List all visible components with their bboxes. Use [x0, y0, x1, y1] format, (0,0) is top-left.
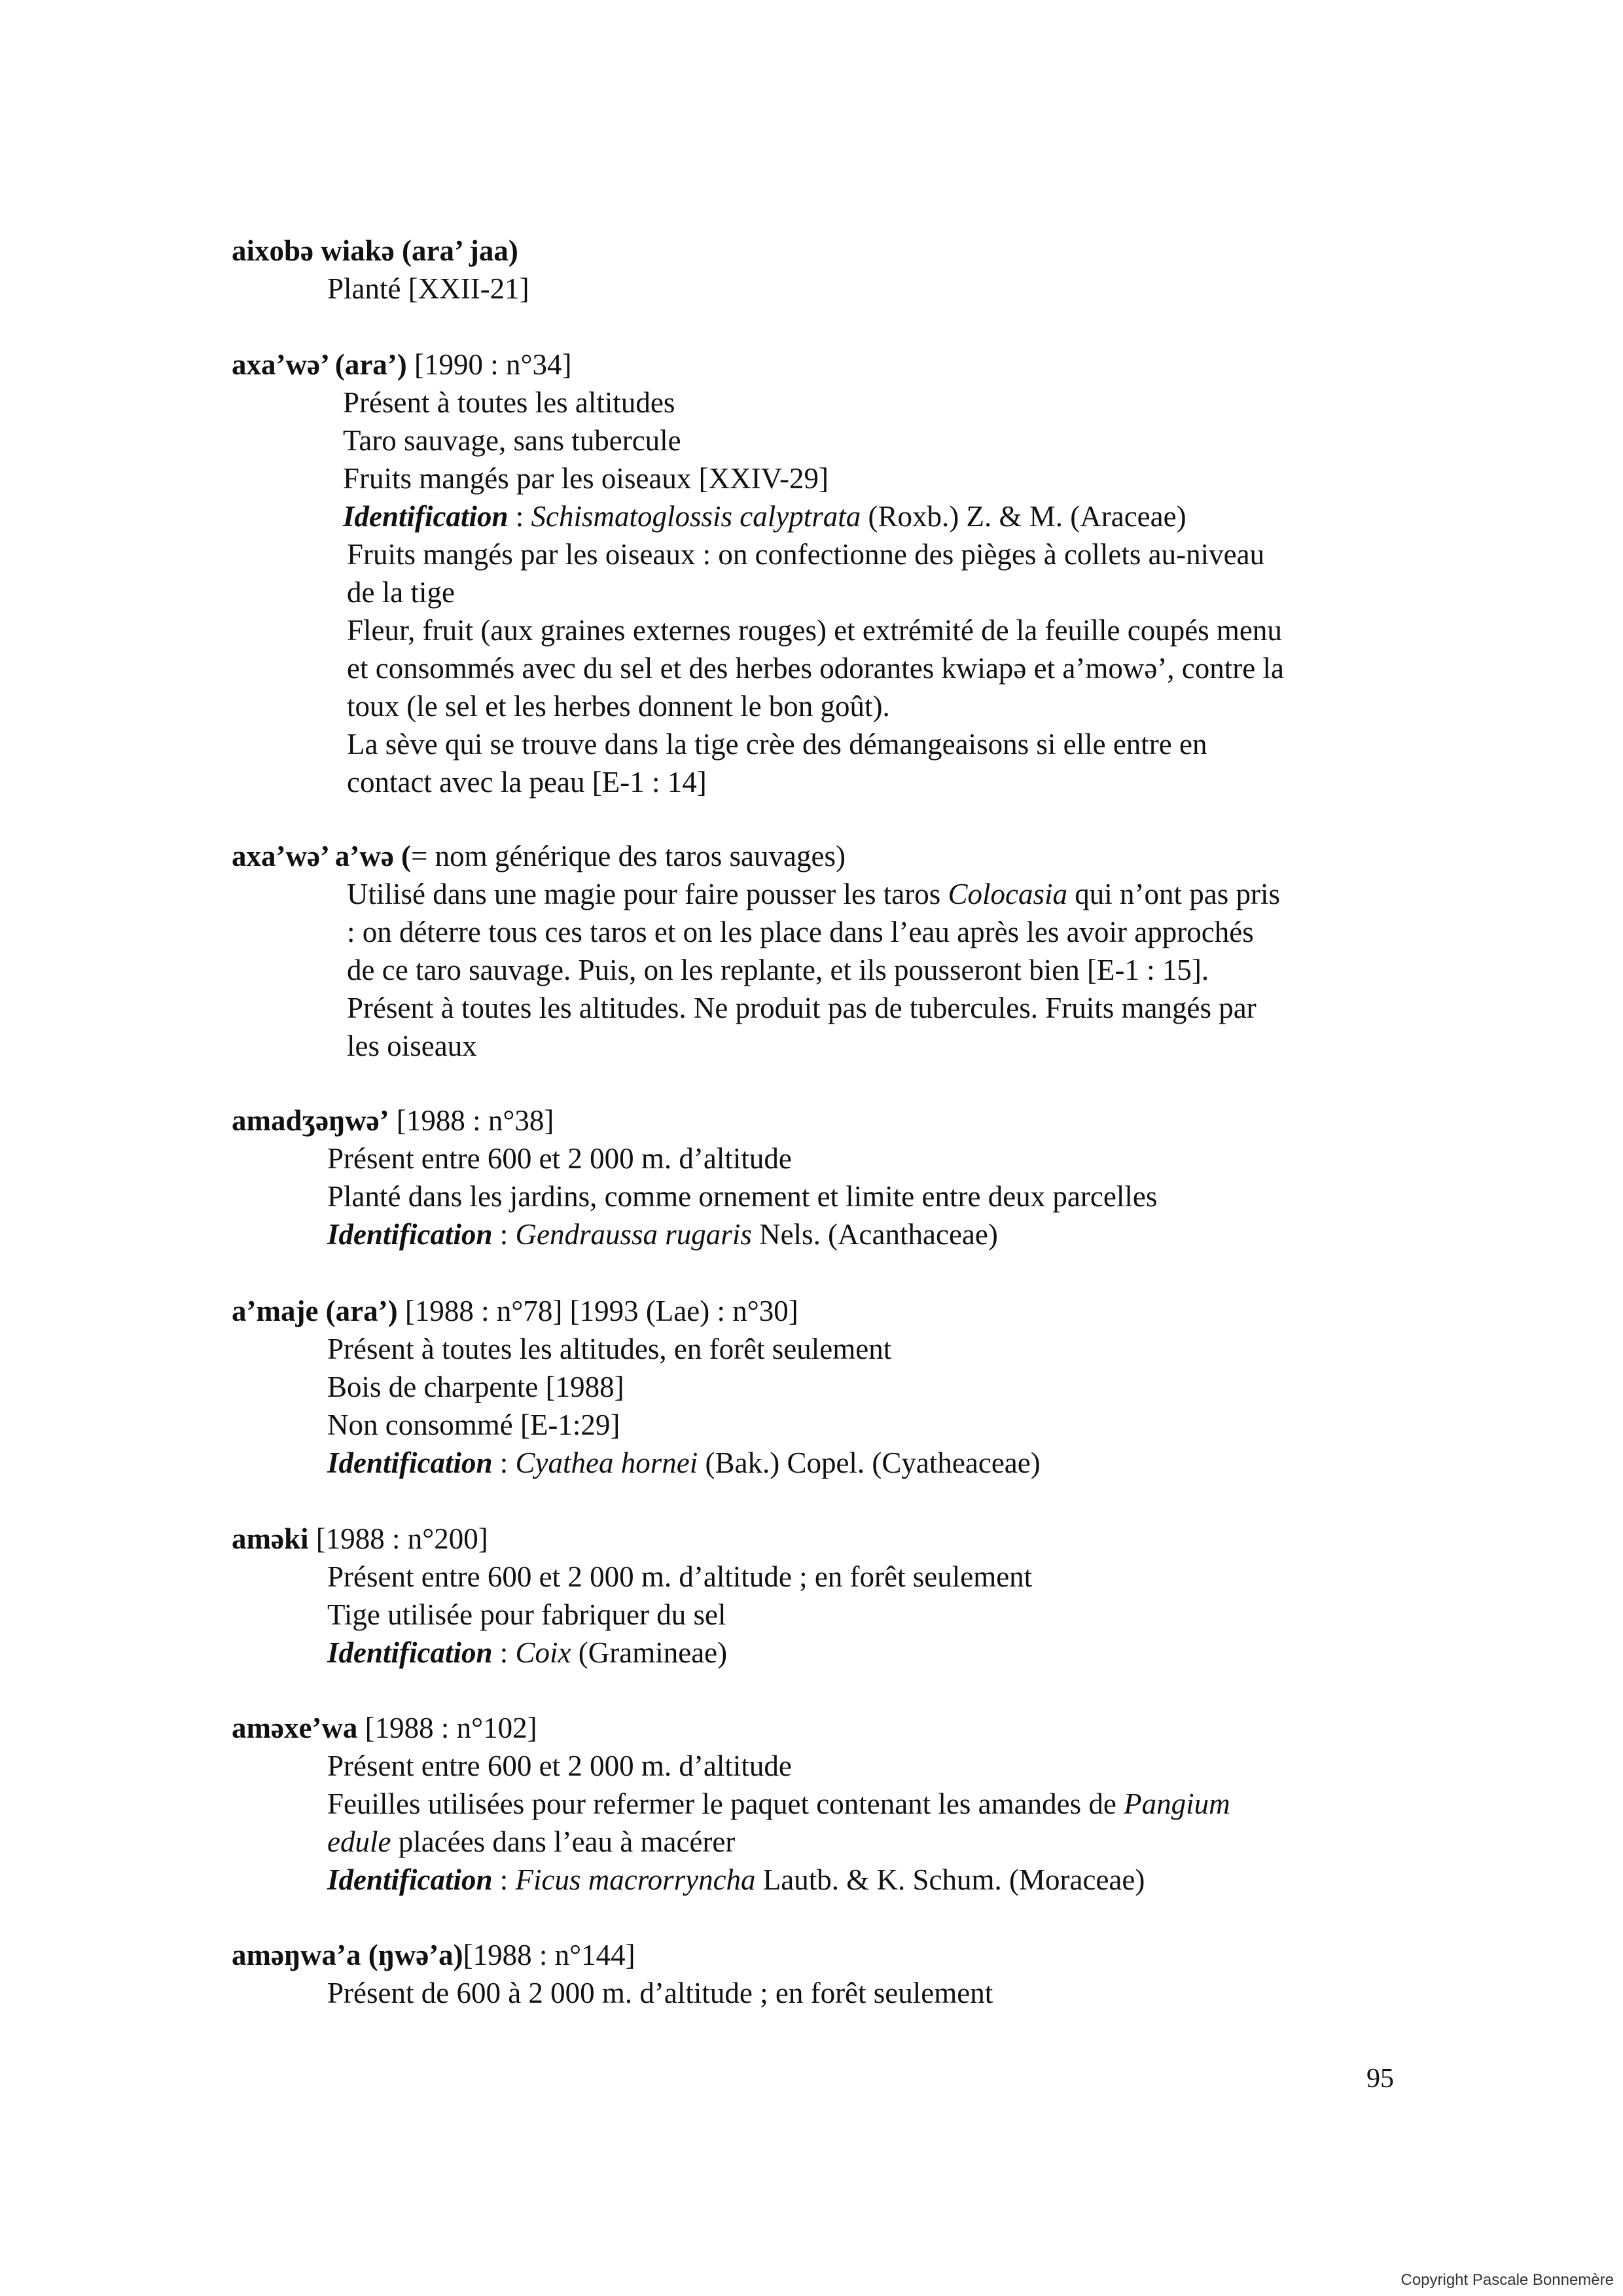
entry-line: Présent à toutes les altitudes, en forêt seulement — [327, 1333, 892, 1365]
entry-line: Présent à toutes les altitudes — [343, 386, 675, 419]
headword-reference: [1988 : n°200] — [308, 1522, 488, 1555]
headword-term: axa’wə’ a’wə ( — [232, 840, 412, 872]
entry-line: Présent de 600 à 2 000 m. d’altitude ; en forêt seulement — [327, 1977, 993, 2009]
headword-reference: [1988 : n°38] — [389, 1104, 554, 1137]
entry-line: contact avec la peau [E-1 : 14] — [347, 766, 707, 798]
entry-headword — [232, 1936, 1475, 1974]
taxon-name: Colocasia — [948, 878, 1068, 910]
taxon-authority: (Roxb.) Z. & M. (Araceae) — [861, 500, 1186, 533]
entry-line: Présent entre 600 et 2 000 m. d’altitude — [327, 1142, 792, 1175]
entry-ameki — [232, 1520, 1475, 1672]
entry-line: Présent à toutes les altitudes. Ne produit pas de tubercules. Fruits mangés par — [347, 992, 1257, 1024]
entry-line: Fruits mangés par les oiseaux [XXIV-29] — [343, 462, 829, 495]
taxon-name: Gendraussa rugaris — [515, 1218, 752, 1251]
headword-reference: [1988 : n°102] — [357, 1712, 537, 1744]
taxon-name: Schismatoglossis calyptrata — [531, 500, 861, 533]
entry-line: : on déterre tous ces taros et on les place dans l’eau après les avoir approchés — [347, 916, 1254, 948]
identification-line — [327, 1444, 1475, 1482]
taxon-authority: (Bak.) Copel. (Cyatheaceae) — [698, 1446, 1041, 1479]
taxon-name: edule — [327, 1825, 391, 1858]
headword-term: aməŋwa’a (ŋwə’a) — [232, 1939, 463, 1971]
entry-headword — [232, 837, 1475, 875]
line-text: qui n’ont pas pris — [1067, 878, 1281, 910]
entry-line — [327, 1785, 1475, 1823]
entry-amexewa — [232, 1709, 1475, 1899]
entry-line: et consommés avec du sel et des herbes odorantes kwiapə et a’mowə’, contre la — [347, 652, 1284, 685]
identification-separator: : — [492, 1218, 516, 1251]
headword-term: axa’wə’ (ara’) — [232, 348, 407, 381]
entry-headword — [232, 1102, 1475, 1139]
taxon-name: Pangium — [1124, 1787, 1230, 1820]
entry-line: Présent entre 600 et 2 000 m. d’altitude ; en forêt seulement — [327, 1560, 1033, 1593]
identification-separator: : — [492, 1863, 516, 1896]
line-text: Feuilles utilisées pour refermer le paquet contenant les amandes de — [327, 1787, 1124, 1820]
headword-reference: [1988 : n°78] [1993 (Lae) : n°30] — [397, 1295, 798, 1327]
identification-label: Identification — [343, 500, 508, 533]
entry-line: Non consommé [E-1:29] — [327, 1408, 620, 1441]
entry-axawe-awe — [232, 837, 1475, 1065]
entry-axawe-ara — [232, 346, 1475, 801]
taxon-name: Coix — [515, 1636, 571, 1669]
entry-line: Fruits mangés par les oiseaux : on confectionne des pièges à collets au-niveau — [347, 538, 1265, 571]
entry-amenwaa — [232, 1936, 1475, 2012]
headword-term: amadʒəŋwə’ — [232, 1104, 389, 1137]
identification-line — [327, 1215, 1475, 1253]
identification-label: Identification — [327, 1218, 493, 1251]
headword-reference: [1990 : n°34] — [406, 348, 572, 381]
entry-line: toux (le sel et les herbes donnent le bon goût). — [347, 690, 890, 723]
headword-term: aməxe’wa — [232, 1712, 358, 1744]
entry-headword — [232, 232, 1475, 270]
headword-term: a’maje (ara’) — [232, 1295, 398, 1327]
entry-aixobe-wiake — [232, 232, 1475, 308]
entry-line: Tige utilisée pour fabriquer du sel — [327, 1598, 726, 1631]
entry-amaje — [232, 1292, 1475, 1482]
identification-label: Identification — [327, 1863, 493, 1896]
headword-gloss: = nom générique des taros sauvages) — [411, 840, 846, 872]
line-text: placées dans l’eau à macérer — [391, 1825, 736, 1858]
headword-term: aməki — [232, 1522, 309, 1555]
copyright-notice: Copyright Pascale Bonnemère — [1400, 2271, 1614, 2289]
entry-line: La sève qui se trouve dans la tige crèe des démangeaisons si elle entre en — [347, 728, 1207, 761]
taxon-authority: Lautb. & K. Schum. (Moraceae) — [755, 1863, 1145, 1896]
identification-line — [327, 1861, 1475, 1899]
entry-line: Fleur, fruit (aux graines externes rouges) et extrémité de la feuille coupés menu — [347, 614, 1282, 647]
entry-headword — [232, 1520, 1475, 1558]
identification-separator: : — [492, 1446, 516, 1479]
entry-line: Planté dans les jardins, comme ornement et limite entre deux parcelles — [327, 1180, 1158, 1213]
headword-reference: [1988 : n°144] — [463, 1939, 635, 1971]
entry-line: de la tige — [347, 576, 455, 609]
identification-separator: : — [492, 1636, 516, 1669]
entry-line: de ce taro sauvage. Puis, on les replante, et ils pousseront bien [E-1 : 15]. — [347, 954, 1209, 986]
page-number: 95 — [1366, 2064, 1394, 2094]
entry-line: Taro sauvage, sans tubercule — [343, 424, 681, 457]
line-text: Utilisé dans une magie pour faire pousser les taros — [347, 878, 948, 910]
identification-line — [327, 1634, 1475, 1672]
entry-line: les oiseaux — [347, 1030, 477, 1062]
entry-line: Bois de charpente [1988] — [327, 1371, 624, 1403]
identification-label: Identification — [327, 1636, 493, 1669]
entry-headword — [232, 1709, 1475, 1747]
entry-headword — [232, 1292, 1475, 1330]
entry-headword — [232, 346, 1475, 384]
entry-line: Présent entre 600 et 2 000 m. d’altitude — [327, 1749, 792, 1782]
entry-line — [327, 1823, 1475, 1861]
taxon-name: Ficus macrorryncha — [515, 1863, 756, 1896]
taxon-authority: Nels. (Acanthaceae) — [751, 1218, 998, 1251]
entry-line: Planté [XXII-21] — [327, 272, 529, 305]
identification-line — [343, 497, 1475, 535]
entry-amadzenwe — [232, 1102, 1475, 1253]
identification-label: Identification — [327, 1446, 493, 1479]
taxon-authority: (Gramineae) — [571, 1636, 728, 1669]
identification-separator: : — [508, 500, 531, 533]
headword-term: aixobə wiakə (ara’ jaa) — [232, 234, 518, 267]
taxon-name: Cyathea hornei — [515, 1446, 698, 1479]
entry-line — [347, 875, 1475, 913]
